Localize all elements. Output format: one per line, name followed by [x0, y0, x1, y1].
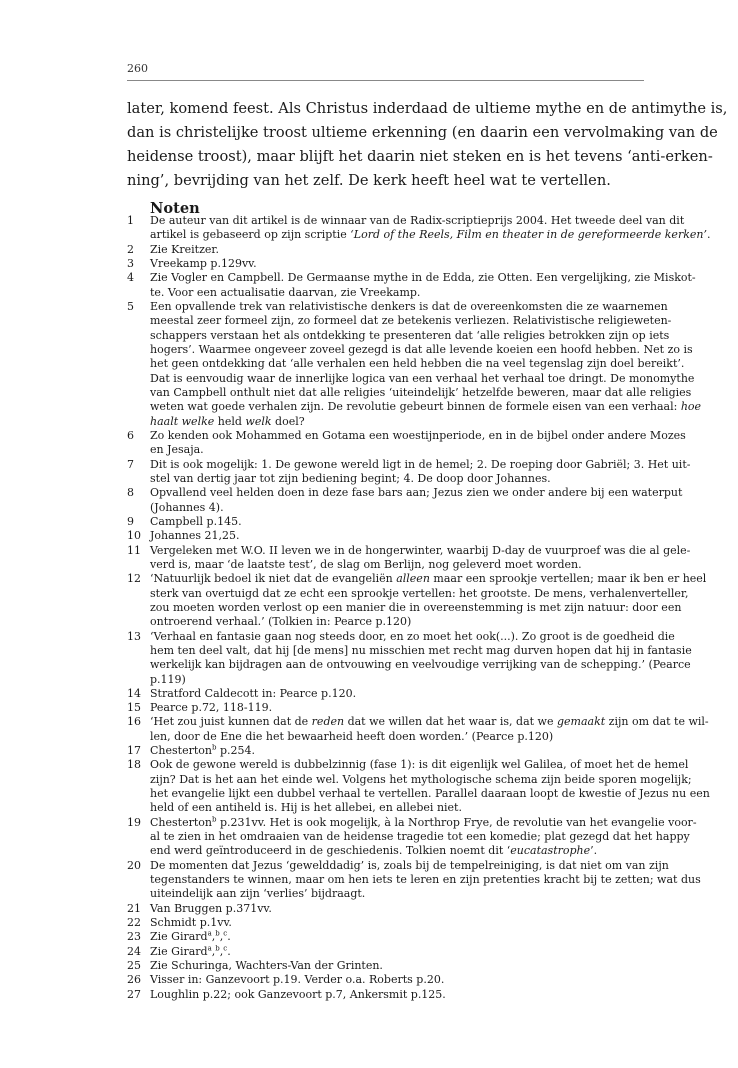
note-line: [150, 271, 696, 285]
italic-text: welke: [181, 414, 215, 428]
italic-text: welk: [245, 414, 272, 428]
note-line: [150, 715, 709, 729]
note-text: ‘Het zou juist kunnen dat de: [150, 715, 312, 729]
note-line: [150, 787, 710, 801]
superscript: a: [207, 944, 212, 953]
note-6: [127, 428, 686, 458]
italic-text: gemaakt: [556, 715, 606, 729]
note-text: doel?: [271, 414, 305, 428]
italic-text: alleen: [396, 572, 430, 586]
italic-text: eucatastrophe: [510, 844, 591, 858]
note-line: [150, 758, 689, 772]
note-text: hem ten deel valt, dat hij [de mens] nu misschien met recht mag durven hopen dat hij in fantasie: [150, 643, 692, 657]
notes-list: [127, 214, 711, 1002]
note-line: [150, 586, 689, 601]
note-text: Visser in: Ganzevoort p.19. Verder o.a. Roberts p.20.: [150, 973, 445, 987]
note-text: ,: [211, 944, 216, 958]
note-line: [150, 973, 644, 987]
note-line: [150, 830, 690, 844]
note-line: [150, 314, 672, 328]
superscript: b: [211, 815, 217, 824]
note-24: [127, 945, 644, 959]
note-22: [127, 916, 644, 930]
note-text: ontroerend verhaal.’ (Tolkien in: Pearce p.120): [150, 615, 412, 629]
note-text: meestal zeer formeel zijn, zo formeel dat ze betekenis verliezen. Relativistische religieweten-: [150, 314, 672, 328]
note-text: p.254.: [216, 744, 255, 758]
note-line: [150, 385, 692, 400]
note-line: [150, 472, 644, 486]
note-4: [127, 271, 696, 300]
note-text: zou moeten worden verlost op een manier die in overeenstemming is met zijn natuur: door een: [150, 600, 682, 614]
superscript: b: [215, 944, 220, 953]
note-line: [150, 572, 707, 586]
note-18: [127, 758, 710, 815]
note-text: p.231vv. Het is ook mogelijk, à la Northrop Frye, de revolutie van het evangelie voor-: [216, 815, 697, 829]
note-line: [150, 673, 644, 687]
superscript: b: [215, 929, 220, 938]
note-text: ,: [219, 930, 224, 944]
note-line: [150, 701, 644, 715]
note-text: held of een antiheld is. Hij is het allebei, en allebei niet.: [150, 801, 462, 815]
note-text: De momenten dat Jezus ‘gewelddadig’ is, zoals bij de tempelreiniging, is dat niet om van zijn: [150, 858, 669, 872]
note-text: Stratford Caldecott in: Pearce p.120.: [150, 686, 357, 700]
note-number: 10: [127, 529, 141, 543]
note-text: weten wat goede verhalen zijn. De revolutie gebeurt binnen de formele eisen van een verhaal:: [150, 400, 681, 414]
note-text: len, door de Ene die het bewaarheid heeft doen worden.’ (Pearce p.120): [150, 729, 554, 743]
note-26: [127, 973, 644, 987]
superscript: a: [207, 929, 212, 938]
note-text: Chesterton: [150, 815, 212, 829]
note-text: ‘Verhaal en fantasie gaan nog steeds door, en zo moet het ook(...). Zo groot is de goedheid die: [150, 629, 675, 643]
note-line: [150, 357, 685, 371]
note-1: [127, 214, 711, 243]
note-number: 1: [127, 214, 134, 227]
note-text: .: [227, 944, 231, 958]
note-text: (Johannes 4).: [150, 500, 224, 514]
note-text: .: [227, 930, 231, 944]
note-text: Johannes 21,25.: [150, 529, 240, 543]
note-text: hogers’. Waarmee ongeveer zoveel gezegd is dat alle levende koeien een hoofd hebben. Net zo is: [150, 342, 693, 356]
note-text: werkelijk kan bijdragen aan de ontvouwing en veelvoudige verrijking van de schepping.’ (Pearce: [150, 658, 691, 672]
note-text: held: [214, 414, 246, 428]
note-number: 2: [127, 242, 134, 256]
note-text: zijn? Dat is het aan het einde wel. Volgens het mythologische schema zijn beide sporen mogelijk;: [150, 772, 692, 786]
note-text: Campbell p.145.: [150, 514, 242, 528]
note-line: [150, 214, 685, 228]
note-number: 24: [127, 944, 141, 958]
note-15: [127, 701, 644, 715]
note-text: ‘Natuurlijk bedoel ik niet dat de evangeliën: [150, 572, 397, 586]
body-paragraph: [127, 97, 728, 193]
note-text: stel van dertig jaar tot zijn bediening begint; 4. De doop door Johannes.: [150, 471, 551, 485]
note-number: 17: [127, 744, 141, 758]
note-line: [150, 902, 644, 916]
superscript: b: [211, 743, 217, 752]
note-line: [150, 286, 644, 300]
body-line: ning’, bevrijding van het zelf. De kerk heeft heel wat te vertellen.: [127, 172, 611, 189]
note-text: dat we willen dat het waar is, dat we: [344, 715, 557, 729]
note-line: [150, 887, 644, 901]
note-line: [150, 844, 644, 858]
note-11: [127, 543, 691, 573]
note-text: verd is, maar ‘de laatste test’, de slag om Berlijn, nog geleverd moet worden.: [150, 557, 582, 571]
note-text: Loughlin p.22; ook Ganzevoort p.7, Ankersmit p.125.: [150, 987, 446, 1001]
note-line: [150, 916, 644, 930]
italic-text: haalt: [150, 414, 182, 428]
note-line: [150, 600, 682, 615]
note-number: 7: [127, 457, 134, 471]
note-line: [150, 299, 668, 314]
note-number: 15: [127, 701, 141, 715]
note-text: Zie Vogler en Campbell. De Germaanse mythe in de Edda, zie Otten. Een vergelijking, zie Miskot-: [150, 271, 696, 285]
note-line: [150, 443, 644, 457]
italic-text: reden: [311, 715, 345, 729]
note-text: tegenstanders te winnen, maar om hen iets te leren en zijn pretenties kracht bij te zetten; wat dus: [150, 873, 701, 887]
body-line: heidense troost), maar blijft het daarin niet steken en is het tevens ‘anti-erken-: [127, 148, 713, 165]
note-10: [127, 529, 644, 543]
note-14: [127, 687, 644, 701]
note-8: [127, 486, 683, 515]
note-13: [127, 629, 692, 687]
note-text: ,: [211, 930, 216, 944]
superscript: c: [223, 944, 228, 953]
note-line: [150, 257, 644, 271]
note-text: Zie Kreitzer.: [150, 242, 219, 256]
note-number: 23: [127, 930, 141, 944]
note-number: 26: [127, 973, 141, 987]
note-line: [150, 959, 644, 973]
note-2: [127, 243, 644, 257]
note-line: [150, 328, 670, 343]
note-line: [150, 415, 644, 429]
note-line: [150, 687, 644, 701]
note-line: [150, 858, 669, 873]
note-number: 8: [127, 486, 134, 500]
note-text: Een opvallende trek van relativistische denkers is dat de overeenkomsten die ze waarnemen: [150, 299, 668, 313]
note-text: De auteur van dit artikel is de winnaar van de Radix-scriptieprijs 2004. Het tweede deel van dit: [150, 214, 685, 227]
italic-text: hoe: [680, 400, 702, 414]
note-line: [150, 428, 686, 443]
note-text: Zie Girard: [150, 944, 208, 958]
note-line: [150, 658, 691, 672]
note-text: Vergeleken met W.O. II leven we in de hongerwinter, waarbij D-day de vuurproef was die al gele-: [150, 543, 691, 557]
note-text: te. Voor een actualisatie daarvan, zie Vreekamp.: [150, 285, 421, 299]
note-line: [150, 558, 644, 572]
note-text: Zo kenden ook Mohammed en Gotama een woestijnperiode, en in de bijbel onder andere Mozes: [150, 428, 686, 442]
note-number: 13: [127, 629, 141, 643]
body-line: dan is christelijke troost ultieme erkenning (en daarin een vervolmaking van de: [127, 124, 718, 141]
note-19: [127, 815, 697, 859]
note-line: [150, 873, 701, 887]
header-rule: [127, 80, 644, 81]
note-line: [150, 815, 697, 830]
note-text: end werd geïntroduceerd in de geschiedenis. Tolkien noemt dit ‘: [150, 844, 511, 858]
note-number: 12: [127, 572, 141, 586]
note-number: 14: [127, 686, 141, 700]
note-line: [150, 486, 683, 500]
note-text: en Jesaja.: [150, 443, 204, 457]
note-text: Vreekamp p.129vv.: [150, 256, 257, 270]
note-line: [150, 988, 644, 1002]
note-12: [127, 572, 707, 629]
note-text: zijn om dat te wil-: [605, 715, 709, 729]
body-line: later, komend feest. Als Christus inderdaad de ultieme mythe en de antimythe is,: [127, 100, 728, 117]
note-line: [150, 457, 691, 472]
note-number: 19: [127, 815, 141, 829]
note-23: [127, 930, 644, 944]
note-line: [150, 371, 695, 386]
note-text: maar een sprookje vertellen; maar ik ben er heel: [429, 572, 707, 586]
note-number: 21: [127, 901, 141, 915]
note-line: [150, 801, 644, 815]
note-number: 25: [127, 959, 141, 973]
note-line: [150, 400, 702, 414]
note-20: [127, 858, 701, 902]
note-number: 22: [127, 916, 141, 930]
note-line: [150, 772, 692, 787]
note-line: [150, 744, 644, 758]
note-text: het evangelie lijkt een dubbel verhaal te vertellen. Parallel daaraan loopt de kwestie of Jezus nu een: [150, 787, 710, 801]
note-line: [150, 501, 644, 515]
note-line: [150, 228, 711, 242]
note-number: 5: [127, 299, 134, 313]
note-text: van Campbell onthult niet dat alle religies ‘uiteindelijk’ hetzelfde beweren, maar dat alle religies: [150, 385, 692, 399]
note-number: 6: [127, 428, 134, 442]
note-line: [150, 529, 644, 543]
note-text: ,: [219, 944, 224, 958]
note-text: Dat is eenvoudig waar de innerlijke logica van een verhaal het verhaal toe dringt. De monomythe: [150, 371, 695, 385]
note-number: 18: [127, 758, 141, 772]
note-25: [127, 959, 644, 973]
note-text: het geen ontdekking dat ‘alle verhalen een held hebben die na veel tegenslag zijn doel bereikt’.: [150, 357, 685, 371]
note-text: Dit is ook mogelijk: 1. De gewone wereld ligt in de hemel; 2. De roeping door Gabriël; 3. Het uit-: [150, 457, 691, 471]
superscript: c: [223, 929, 228, 938]
note-7: [127, 457, 691, 487]
note-text: Chesterton: [150, 744, 212, 758]
notes-heading: Noten: [150, 200, 200, 217]
note-number: 16: [127, 715, 141, 729]
note-line: [150, 945, 644, 959]
note-line: [150, 643, 692, 658]
note-text: Zie Girard: [150, 930, 208, 944]
note-text: Opvallend veel helden doen in deze fase bars aan; Jezus zien we onder andere bij een waterput: [150, 486, 683, 500]
note-9: [127, 515, 644, 529]
note-number: 4: [127, 271, 134, 285]
note-3: [127, 257, 644, 271]
note-text: Pearce p.72, 118-119.: [150, 701, 273, 715]
note-text: .: [706, 228, 711, 242]
note-17: [127, 744, 644, 758]
note-line: [150, 243, 644, 257]
note-text: artikel is gebaseerd op zijn scriptie: [150, 228, 351, 242]
note-line: [150, 930, 644, 944]
note-text: ’.: [590, 844, 598, 858]
note-16: [127, 715, 709, 744]
note-text: sterk van overtuigd dat ze echt een sprookje vertellen: het grootste. De mens, verhalenverteller,: [150, 586, 689, 600]
note-5: [127, 299, 702, 429]
note-line: [150, 342, 693, 357]
note-number: 11: [127, 543, 141, 557]
note-line: [150, 615, 644, 629]
note-number: 27: [127, 987, 141, 1001]
note-text: Zie Schuringa, Wachters-Van der Grinten.: [150, 959, 383, 973]
note-number: 9: [127, 514, 134, 528]
note-line: [150, 730, 644, 744]
note-number: 3: [127, 256, 134, 270]
note-line: [150, 543, 691, 558]
note-number: 20: [127, 858, 141, 872]
note-text: Van Bruggen p.371vv.: [150, 901, 272, 915]
note-text: uiteindelijk aan zijn ‘verlies’ bijdraagt.: [150, 887, 366, 901]
note-line: [150, 515, 644, 529]
note-text: p.119): [150, 672, 186, 686]
note-21: [127, 902, 644, 916]
page-number: 260: [127, 62, 148, 75]
note-line: [150, 629, 675, 644]
note-27: [127, 988, 644, 1002]
italic-text: ‘Lord of the Reels, Film en theater in de gereformeerde kerken’: [350, 228, 707, 242]
note-text: Schmidt p.1vv.: [150, 916, 232, 930]
note-text: al te zien in het omdraaien van de heidense tragedie tot een komedie; plat gezegd dat het happy: [150, 830, 690, 844]
note-text: schappers verstaan het als ontdekking te presenteren dat ‘alle religies betrokken zijn op iets: [150, 328, 670, 342]
note-text: Ook de gewone wereld is dubbelzinnig (fase 1): is dit eigenlijk wel Galilea, of moet het de hemel: [150, 758, 689, 772]
